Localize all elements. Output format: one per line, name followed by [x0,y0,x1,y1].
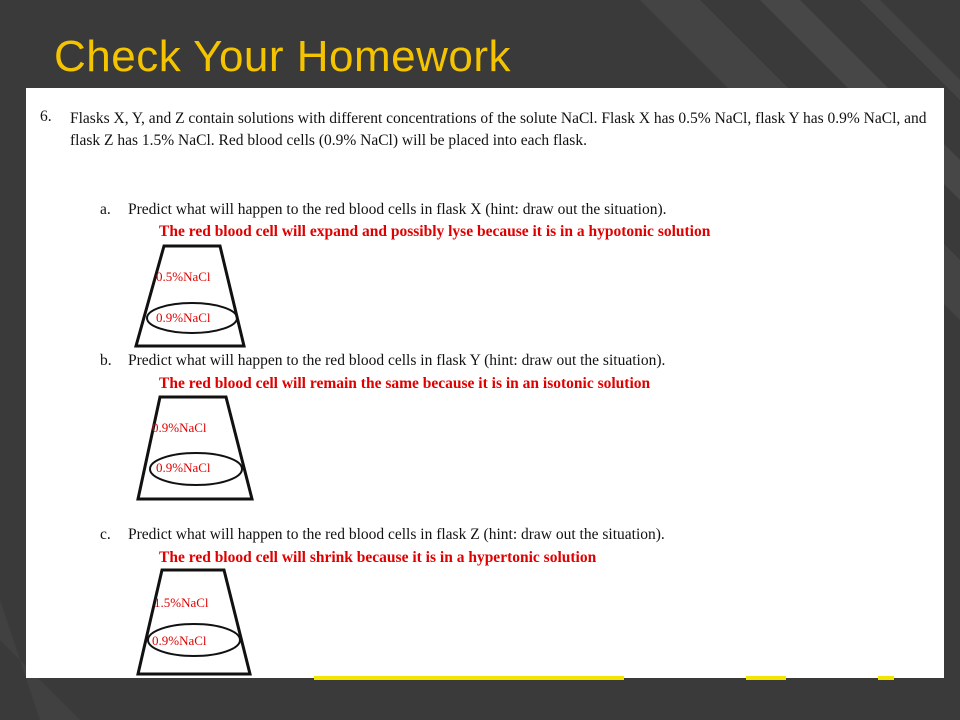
question-text: Flasks X, Y, and Z contain solutions with different concentrations of the solute NaCl. Flask X has 0.5% NaCl, flask Y has 0.9% NaCl, and flask Z has 1.5% NaCl. Red blood cells (0.9% NaCl) will be placed into each flask. [70,110,927,149]
flask-y-cell-label: 0.9%NaCl [156,460,211,475]
homework-panel [26,88,944,678]
highlight-strip-3 [878,676,894,680]
slide-title: Check Your Homework [54,32,512,81]
part-c-letter: c. [100,526,111,543]
part-a-question: Predict what will happen to the red blood cells in flask X (hint: draw out the situation). [128,201,667,218]
flask-x-solution-label: 0.5%NaCl [156,269,211,284]
part-b-question: Predict what will happen to the red blood cells in flask Y (hint: draw out the situation). [128,352,666,369]
highlight-strip-1 [314,676,624,680]
flask-z-diagram [134,566,264,676]
flask-x-outline [134,242,264,352]
flask-z-outline [134,566,264,678]
part-b-letter: b. [100,352,112,369]
part-c-answer: The red blood cell will shrink because it is in a hypertonic solution [159,549,597,566]
part-b-answer: The red blood cell will remain the same because it is in an isotonic solution [159,375,651,392]
part-a-answer: The red blood cell will expand and possibly lyse because it is in a hypotonic solution [159,223,711,240]
flask-y-diagram [134,393,264,503]
part-c-question: Predict what will happen to the red blood cells in flask Z (hint: draw out the situation). [128,526,665,543]
flask-z-solution-label: 1.5%NaCl [154,595,209,610]
flask-x-diagram [134,242,264,352]
flask-z-cell-label: 0.9%NaCl [152,633,207,648]
flask-y-solution-label: 0.9%NaCl [152,420,207,435]
flask-x-cell-label: 0.9%NaCl [156,310,211,325]
highlight-strip-2 [746,676,786,680]
question-number: 6. [40,108,52,125]
flask-y-outline [134,393,264,503]
part-a-letter: a. [100,201,111,218]
